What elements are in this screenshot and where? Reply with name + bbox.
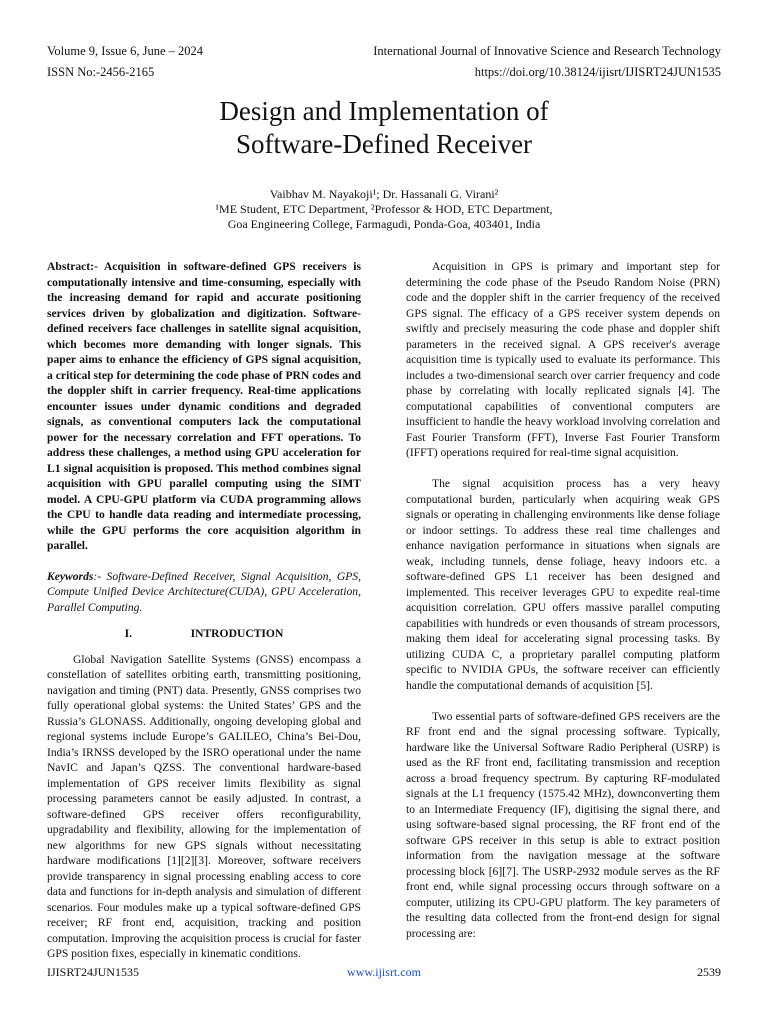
keywords-text: :- Software-Defined Receiver, Signal Acquisition, GPS, Compute Unified Device Architecture(CUDA), GPU Acceleration, Parallel Computing.: [47, 569, 361, 614]
abstract: [47, 259, 361, 554]
section-title: INTRODUCTION: [190, 627, 284, 640]
keywords-label: Keywords: [47, 569, 94, 583]
affiliation-line-2: Goa Engineering College, Farmagudi, Ponda-Goa, 403401, India: [227, 217, 541, 231]
intro-paragraph: Global Navigation Satellite Systems (GNSS) encompass a constellation of satellites orbiting earth, transmitting positioning, navigation and timing (PNT) data. Presently, GNSS comprises two fully operational global systems: the United States’ GPS and the Russia’s GLONASS. Additionally, ongoing developing global and regional systems include Europe’s GALILEO, China’s Bei-Dou, India’s IRNSS developed by the ISRO operational under the name NavIC and Japan’s QZSS. The conventional hardware-based implementation of GPS receiver limits flexibility as signal processing parameters cannot be easily adjusted. In contrast, a software-defined GPS receiver offers reconfigurability, upgradability and flexibility, allowing for the implementation of new algorithms for new GPS signals without necessitating hardware modifications [1][2][3]. Moreover, software receivers provide transparency in signal processing enabling access to core data and functions for in-depth analysis and simulation of different scenarios. Four modules make up a typical software-defined GPS receiver; RF front end, acquisition, tracking and position computation. Improving the acquisition process is crucial for faster GPS position fixes, especially in kinematic conditions.: [47, 652, 361, 960]
footer-website-link[interactable]: www.ijisrt.com: [347, 965, 421, 979]
paragraph-computational-burden: The signal acquisition process has a very heavy computational burden, particularly when acquiring weak GPS signals or operating in challenging environments like dense foliage or indoor settings. To address these real time challenges and enhance navigation performance in situations when signals are weak, including tunnels, dense foliage, heavy indoors etc. a software-defined GPS L1 receiver has been designed and implemented. This receiver leverages GPU to expedite real-time acquisition correlation. GPU offers massive parallel computing capabilities with hundreds or even thousands of stream processors, making them ideal for accelerating signal processing tasks. By utilizing CUDA C, a proprietary parallel computing platform specific to NVIDIA GPUs, the software receiver can efficiently handle the computational demands of acquisition [5].: [406, 477, 720, 692]
title-line-2: Software-Defined Receiver: [235, 129, 533, 159]
abstract-text: Acquisition in software-defined GPS receivers is computationally intensive and time-consuming, especially with the increasing demand for rapid and accurate positioning services driven by globalization and digitization. Software-defined receivers face challenges in satellite signal acquisition, which becomes more demanding with longer signals. This paper aims to enhance the efficiency of GPS signal acquisition, a critical step for determining the code phase of PRN codes and the doppler shift in carrier frequency. Real-time applications encounter issues under dynamic conditions and degraded signals, as conventional computers lack the computational power for the necessary correlation and FFT operations. To address these challenges, a method using GPU acceleration for L1 signal acquisition is proposed. This method combines signal acquisition with GPU parallel computing using the SIMT model. A CPU-GPU platform via CUDA programming allows the CPU to handle data reading and intermediate processing, while the GPU performs the core acquisition algorithm in parallel.: [47, 260, 361, 552]
abstract-label: Abstract:-: [47, 260, 98, 273]
volume-info: Volume 9, Issue 6, June – 2024: [47, 44, 204, 58]
journal-name: International Journal of Innovative Science and Research Technology: [373, 44, 721, 58]
paragraph-rf-front-end: Two essential parts of software-defined GPS receivers are the RF front end and the signal processing software. Typically, hardware like the Universal Software Radio Peripheral (USRP) is used as the RF front end, facilitating transmission and reception across a broad frequency spectrum. By capturing RF-modulated signals at the L1 frequency (1575.42 MHz), downconverting them to an Intermediate Frequency (IF), digitising the signal there, and using software-based signal processing, the RF front end of the software GPS receiver in this setup is able to extract position information from the navigation message at the software processing block [6][7]. The USRP-2932 module serves as the RF front end, while signal processing occurs through software on a computer, utilizing its CPU-GPU platform. The key parameters of the resulting data collected from the front-end design for signal processing are:: [406, 709, 720, 940]
section-heading-introduction: [47, 626, 361, 642]
author-names: Vaibhav M. Nayakoji¹; Dr. Hassanali G. Virani²: [269, 187, 499, 201]
paragraph-acquisition: Acquisition in GPS is primary and important step for determining the code phase of the Pseudo Random Noise (PRN) code and the doppler shift in the carrier frequency of the received GPS signal. The efficacy of a GPS receiver system depends on swiftly and precisely measuring the code phase and doppler shift parameters in the received signal. A GPS receiver's average acquisition time is typically used to evaluate its performance. This includes a two-dimensional search over carrier frequency and code phase by correlating with locally replicated signals [4]. The computational capabilities of conventional computers are insufficient to handle the heavy workload involving correlation and Fast Fourier Transform (FFT), Inverse Fast Fourier Transform (IFFT) operations required for real-time signal acquisition.: [406, 260, 720, 459]
affiliation-line-1: ¹ME Student, ETC Department, ²Professor & HOD, ETC Department,: [215, 202, 553, 216]
author-block: [0, 187, 768, 232]
page-number: 2539: [697, 965, 721, 979]
keywords: [47, 569, 361, 616]
right-column: [406, 259, 720, 941]
issn: ISSN No:-2456-2165: [47, 65, 155, 79]
left-column: [47, 259, 361, 962]
title-line-1: Design and Implementation of: [219, 96, 549, 126]
footer-paper-id: IJISRT24JUN1535: [47, 965, 139, 979]
doi-link[interactable]: https://doi.org/10.38124/ijisrt/IJISRT24JUN1535: [474, 65, 721, 79]
paper-title: [0, 95, 768, 161]
section-number: I.: [124, 627, 133, 640]
